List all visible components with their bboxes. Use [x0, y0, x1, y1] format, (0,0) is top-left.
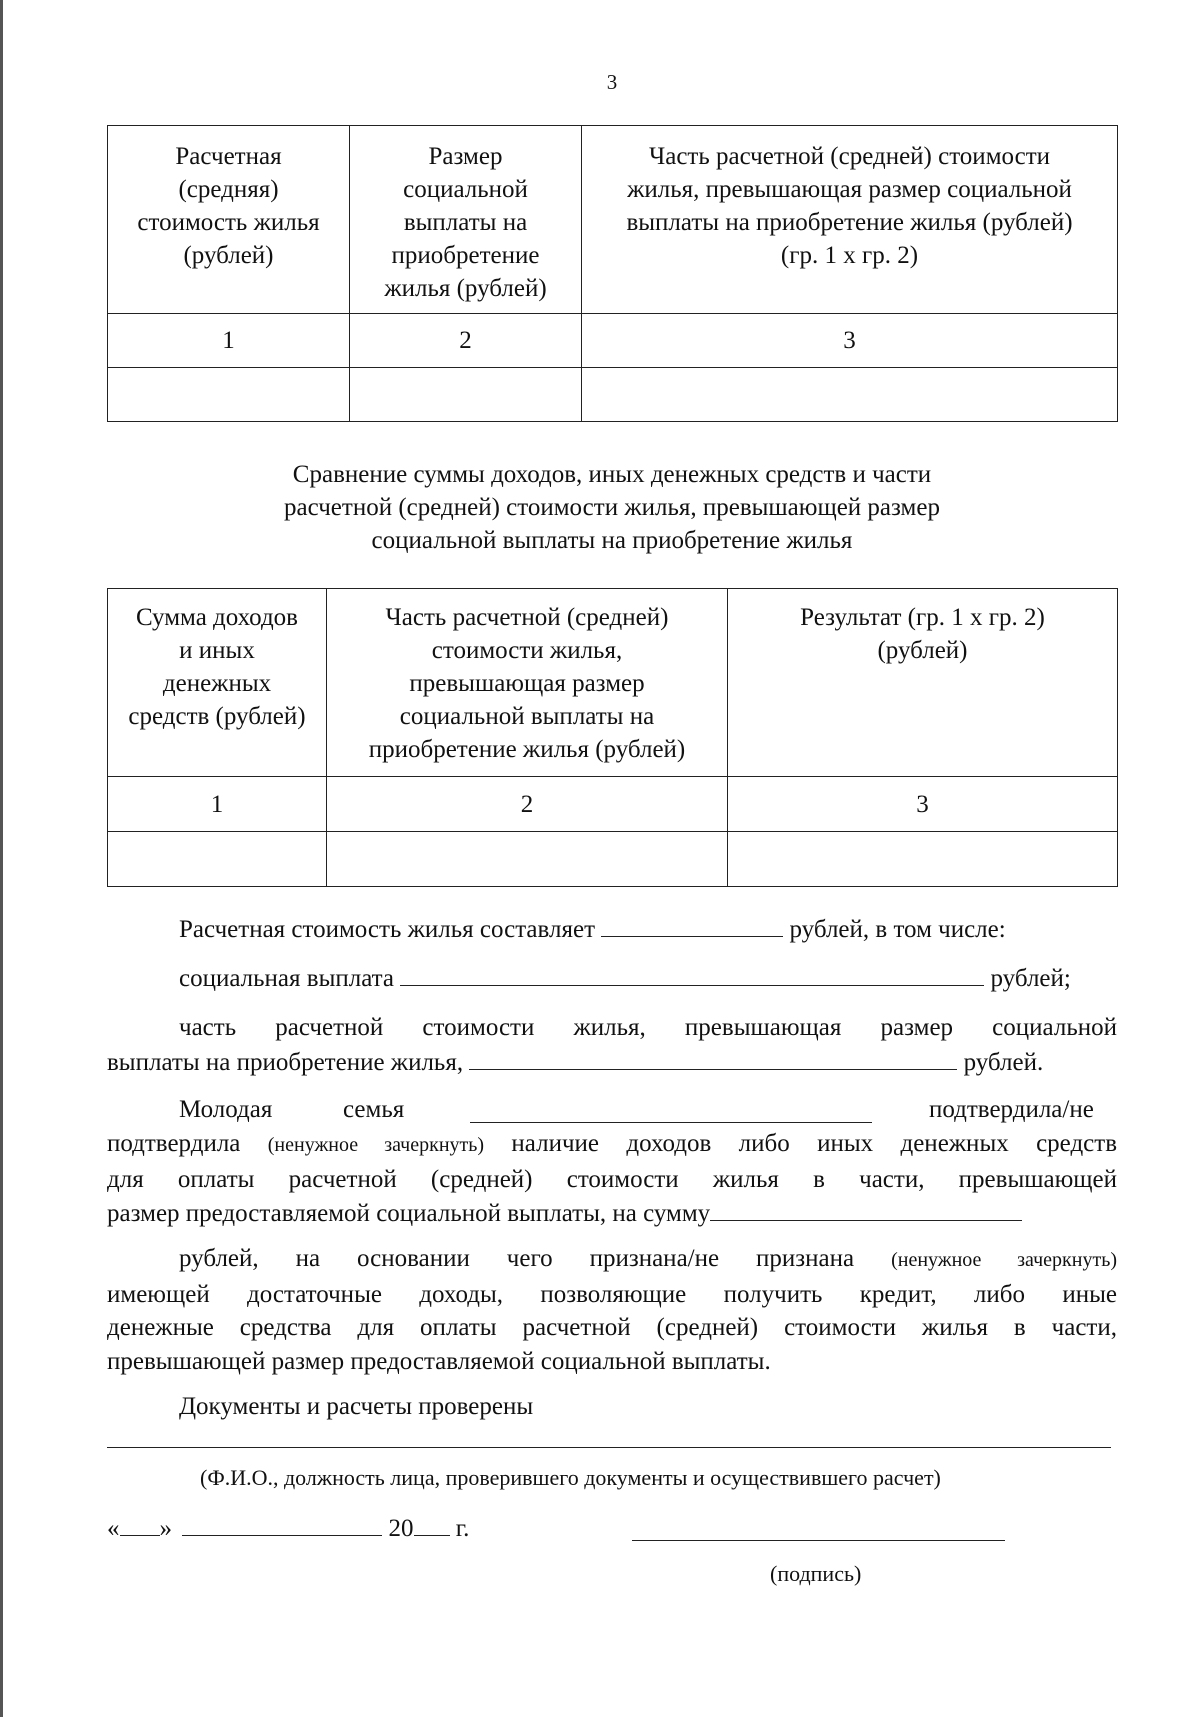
signature-field[interactable]	[632, 1540, 1005, 1541]
empty-cell	[327, 832, 728, 887]
family-name-field[interactable]	[470, 1098, 872, 1123]
social-payment-line: социальная выплата рублей;	[179, 961, 1071, 995]
table-header-cell: Результат (гр. 1 х гр. 2) (рублей)	[728, 589, 1118, 777]
exceeding-part-field[interactable]	[469, 1045, 957, 1070]
date-day-field[interactable]	[120, 1511, 160, 1536]
table-empty-row	[108, 832, 1118, 887]
amount-field[interactable]	[710, 1196, 1022, 1221]
young-family-label-2: семья	[343, 1096, 405, 1123]
family-confirmed-label: подтвердила/не	[929, 1096, 1094, 1123]
social-payment-field[interactable]	[400, 961, 984, 986]
page-number: 3	[606, 70, 618, 94]
income-comparison-table	[107, 588, 1118, 887]
estimated-cost-field[interactable]	[601, 912, 783, 937]
column-number: 1	[108, 777, 327, 832]
table-number-row	[108, 314, 1118, 368]
table-header-row	[108, 126, 1118, 314]
column-number: 3	[728, 777, 1118, 832]
empty-cell	[728, 832, 1118, 887]
column-number: 1	[108, 314, 350, 368]
empty-cell	[108, 368, 350, 422]
table-empty-row	[108, 368, 1118, 422]
comparison-heading: Сравнение суммы доходов, иных денежных средств и части расчетной (средней) стоимости жилья, превышающей размер социальной выплаты на приобретение жилья	[284, 461, 940, 554]
young-family-label: Молодая	[179, 1096, 273, 1123]
exceeding-part-paragraph: часть расчетной стоимости жилья, превышающая размер социальной выплаты на приобретение жилья, рублей.	[107, 1014, 1117, 1076]
date-line: « » 20 г.	[107, 1511, 469, 1545]
column-number: 3	[582, 314, 1118, 368]
checker-caption: (Ф.И.О., должность лица, проверившего документы и осуществившего расчет)	[200, 1465, 941, 1490]
column-number: 2	[327, 777, 728, 832]
table-header-row	[108, 589, 1118, 777]
empty-cell	[108, 832, 327, 887]
table-header-cell: Часть расчетной (средней) стоимости жилья, превышающая размер социальной выплаты на приобретение жилья (рублей) (гр. 1 х гр. 2)	[582, 126, 1118, 314]
column-number: 2	[350, 314, 582, 368]
empty-cell	[582, 368, 1118, 422]
signature-caption: (подпись)	[770, 1561, 862, 1586]
checker-name-field[interactable]	[107, 1447, 1111, 1448]
documents-checked: Документы и расчеты проверены	[179, 1393, 534, 1420]
scan-left-edge	[0, 0, 3, 1717]
estimated-cost-line: Расчетная стоимость жилья составляет рублей, в том числе:	[179, 912, 1006, 946]
date-year-field[interactable]	[414, 1511, 450, 1536]
result-paragraph: рублей, на основании чего признана/не признана (ненужное зачеркнуть) имеющей достаточные доходы, позволяющие получить кредит, либо иные денежные средства для оплаты расчетной (средней) стоимости жилья в части, превышающей размер предоставляемой социальной выплаты.	[107, 1245, 1117, 1375]
family-paragraph: подтвердила (ненужное зачеркнуть) наличие доходов либо иных денежных средств для оплаты расчетной (средней) стоимости жилья в части, превышающей размер предоставляемой социальной выплаты, на сумму	[107, 1130, 1117, 1227]
housing-cost-table	[107, 125, 1118, 422]
table-header-cell: Часть расчетной (средней) стоимости жилья, превышающая размер социальной выплаты на приобретение жилья (рублей)	[327, 589, 728, 777]
table-number-row	[108, 777, 1118, 832]
date-month-field[interactable]	[182, 1511, 382, 1536]
table-header-cell: Расчетная (средняя) стоимость жилья (рублей)	[108, 126, 350, 314]
table-header-cell: Размер социальной выплаты на приобретение жилья (рублей)	[350, 126, 582, 314]
empty-cell	[350, 368, 582, 422]
table-header-cell: Сумма доходов и иных денежных средств (рублей)	[108, 589, 327, 777]
